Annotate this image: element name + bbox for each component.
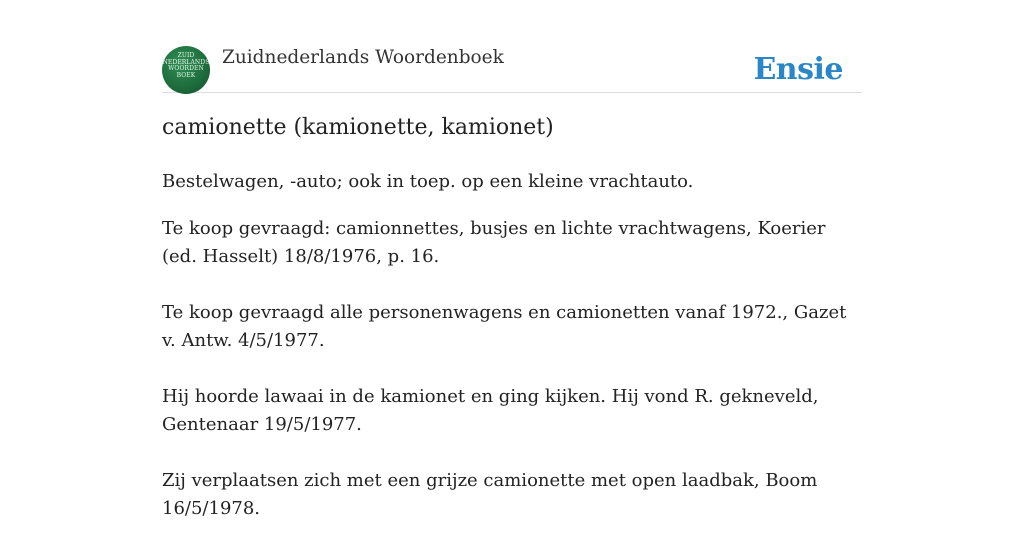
- logo-text: [162, 53, 210, 79]
- quotation: Hij hoorde lawaai in de kamionet en ging kijken. Hij vond R. gekneveld, Gentenaar 19/5/1977.: [162, 386, 819, 435]
- quotation: Te koop gevraagd alle personenwagens en camionetten vanaf 1972., Gazet v. Antw. 4/5/1977.: [162, 302, 847, 351]
- quotation: Te koop gevraagd: camionnettes, busjes en lichte vrachtwagens, Koerier (ed. Hasselt) 18/8/1976, p. 16.: [162, 218, 826, 267]
- page: [162, 0, 862, 519]
- logo-line: NEDERLANDS: [162, 58, 210, 66]
- header: [162, 44, 862, 93]
- quotation: Zij verplaatsen zich met een grijze camionette met open laadbak, Boom 16/5/1978.: [162, 470, 818, 519]
- ensie-brand-link[interactable]: Ensie: [753, 52, 843, 87]
- dictionary-title-link[interactable]: Zuidnederlands Woordenboek: [222, 47, 504, 68]
- logo-line: ZUID: [177, 52, 195, 59]
- quotation-list: [162, 215, 862, 551]
- entry-definition: Bestelwagen, -auto; ook in toep. op een kleine vrachtauto.: [162, 171, 694, 192]
- logo-line: BOEK: [176, 71, 196, 79]
- logo-line: WOORDEN: [168, 65, 204, 72]
- entry-title: camionette (kamionette, kamionet): [162, 115, 554, 140]
- dictionary-logo[interactable]: [162, 46, 210, 94]
